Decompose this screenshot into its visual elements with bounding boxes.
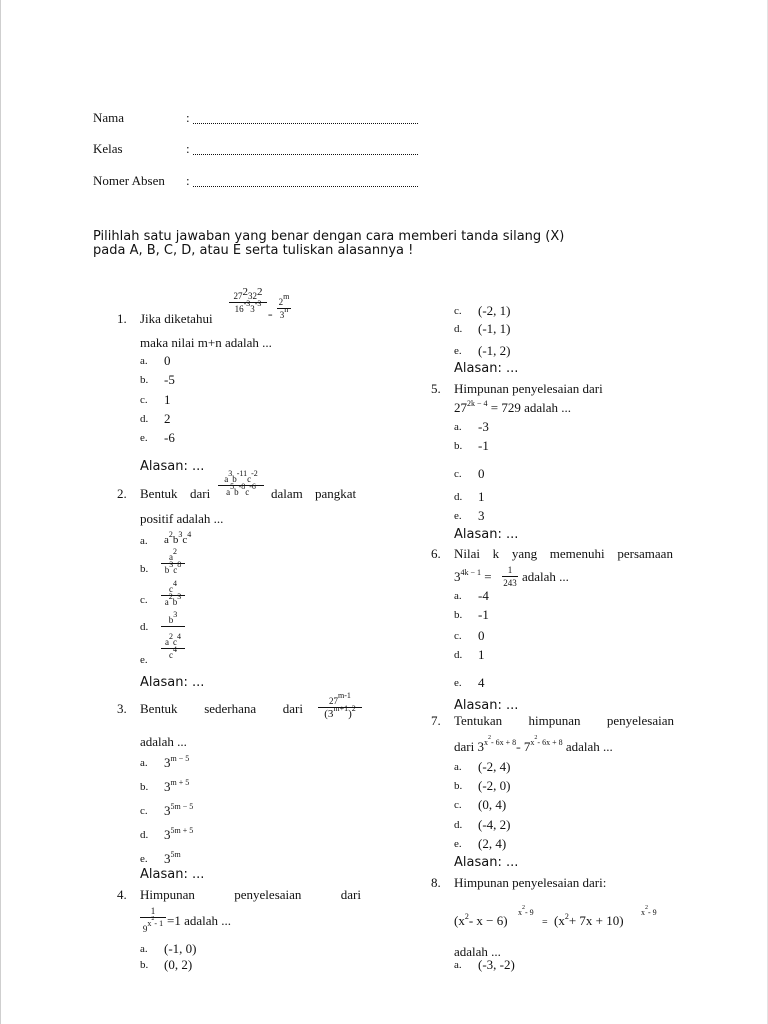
q7-word-himpunan: himpunan [528,713,581,728]
q1-equation-fraction: $27^232^2$ $16^{-3}3^{-3}$ [229,291,267,314]
name-colon: : [186,110,190,125]
absence-number-blank-line[interactable] [193,172,418,187]
q1-prefix: Jika diketahui [140,311,213,326]
q7-word-tentukan: Tentukan [454,713,503,728]
q2-reason-label: Alasan: ... [140,675,205,690]
q6-number: 6. [431,546,441,561]
q2-option-c-fraction: $c^4$ $a^2b^3$ [161,584,185,607]
q6-word-persamaan: persamaan [617,546,673,561]
class-label: Kelas [93,141,123,156]
q7-reason-label: Alasan: ... [454,855,519,870]
q7-question-first-line [454,712,674,729]
q2-word-dalam: dalam [271,486,303,501]
instruction-text [93,230,663,258]
q7-word-penyelesaian: penyelesaian [606,713,674,728]
q8-question-suffix: adalah ... [454,944,501,959]
q8-number: 8. [431,875,441,890]
q3-question-line: adalah ... [140,734,187,749]
q2-option-b-fraction: $a^2$ $b^3c^8$ [161,552,185,575]
q3-word-bentuk: Bentuk [140,701,178,716]
page-left-edge [0,0,1,1024]
instruction-line-1: Pilihlah satu jawaban yang benar dengan cara memberi tanda silang (X) [93,229,565,244]
q5-question-line: Himpunan penyelesaian dari [454,381,603,396]
q1-number: 1. [117,311,127,326]
q4-equation-suffix: =1 adalah ... [167,913,232,928]
q7-number: 7. [431,713,441,728]
q4-word-dari: dari [340,887,361,902]
q5-number: 5. [431,381,441,396]
q1-equals: = [268,311,273,320]
q6-question-first-line [454,545,673,562]
q3-word-sederhana: sederhana [204,701,257,716]
q6-word-yang: yang [511,546,538,561]
name-label: Nama [93,110,125,125]
q2-number: 2. [117,486,127,501]
q3-word-dari: dari [282,701,303,716]
q8-question-line: Himpunan penyelesaian dari: [454,875,607,890]
q2-word-dari: dari [190,486,211,501]
q6-equation-rhs-fraction: 1 243 [503,565,517,588]
q2-word-bentuk: Bentuk [140,486,178,501]
class-colon: : [186,141,190,156]
q1-reason-label: Alasan: ... [140,459,205,474]
q1-question-line: maka nilai m+n adalah ... [140,335,272,350]
instruction-line-2: pada A, B, C, D, atau E serta tuliskan alasannya ! [93,243,414,258]
q2-question-line: positif adalah ... [140,511,224,526]
q6-word-k: k [492,546,500,561]
q1-equation-rhs: 2$^m$ 3$^n$ [278,292,290,320]
q3-question-first-line [140,700,303,717]
q4-equation-fraction: 1 $9^{x^2- 1}$ [140,906,166,934]
q3-expression-fraction: 27$^{m-1}$ $(3^{m+1})^2$ [318,696,362,719]
q6-word-nilai: Nilai [454,546,480,561]
absence-number-label: Nomer Absen [93,173,165,188]
q2-option-e-fraction: $a^2c^4$ $c^4$ [161,637,185,660]
q4-word-himpunan: Himpunan [140,887,195,902]
absence-number-colon: : [186,173,190,188]
q6-equation-lhs: $3^{4k - 1}$ = [454,568,492,584]
q6-reason-label: Alasan: ... [454,698,519,713]
q4-word-penyelesaian: penyelesaian [234,887,302,902]
q7-equation-line: dari $3^{x^2- 6x + 8}= 7^{x^2- 6x + 8}$ adalah ... [454,735,613,754]
q3-number: 3. [117,701,127,716]
class-blank-line[interactable] [193,140,418,155]
q4-question-first-line [140,886,361,903]
q4-number: 4. [117,887,127,902]
q2-option-d-fraction: $b^3$ [161,615,185,628]
q4-reason-label: Alasan: ... [454,361,519,376]
q2-word-pangkat: pangkat [315,486,357,501]
q3-reason-label: Alasan: ... [140,867,205,882]
q5-equation: $27^{2k - 4} = 729$ adalah ... [454,399,572,415]
name-blank-line[interactable] [193,109,418,124]
q2-expression-fraction: $a^3b^{-11}c^{-2}$ $a^5b^{-8}c^{-6}$ [218,474,264,497]
q6-word-memenuhi: memenuhi [549,546,605,561]
q6-equation-suffix: adalah ... [522,569,569,584]
q8-equation: ($x^2-$ x − 6) $x^2-$ 9 = $(x^2+ 7x + 10)$ $x^2-$ 9 [454,905,657,928]
q5-reason-label: Alasan: ... [454,527,519,542]
